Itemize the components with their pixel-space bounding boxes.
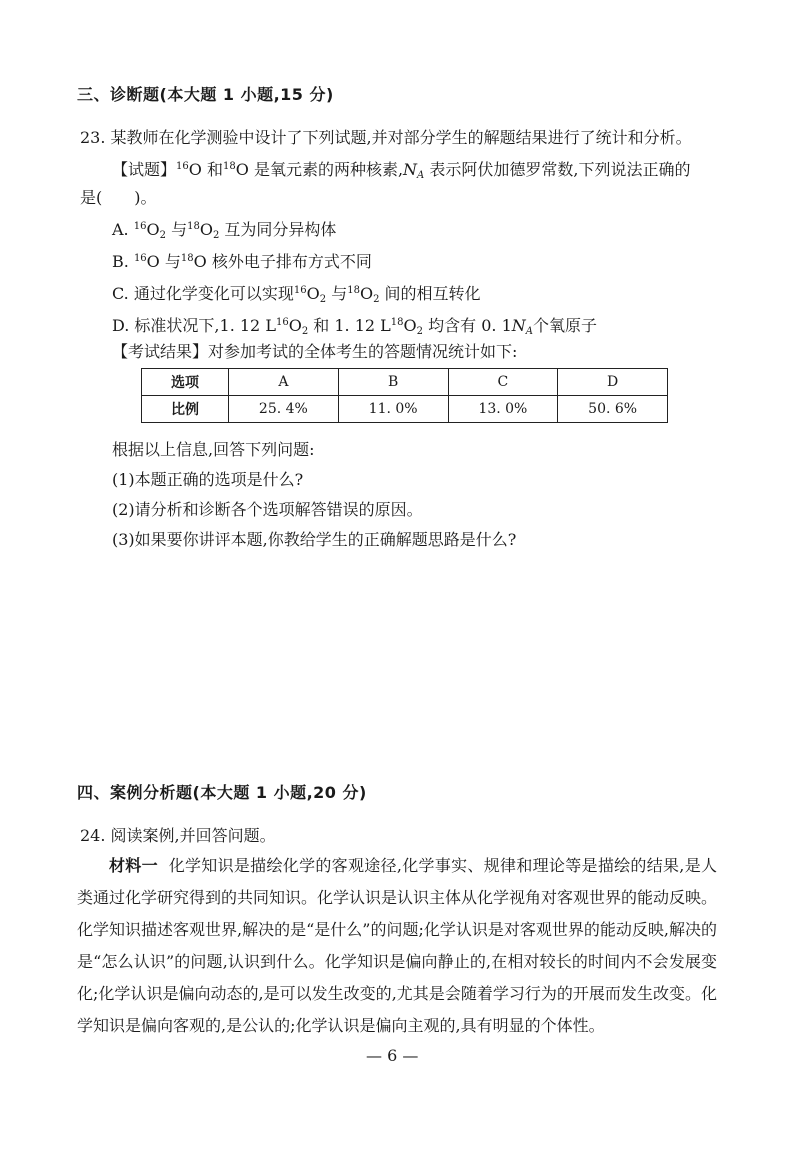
q23-trial-line: 【试题】$^{16}$O 和$^{18}$O 是氧元素的两种核素$,N_A$ 表示阿伏加德罗常数,下列说法正确的 bbox=[112, 160, 691, 181]
row-head-ratio: 比例 bbox=[142, 396, 229, 423]
option-d[interactable]: D. 标准状况下,1. 12 $L^{16}O_2$ 和 1. 12 $L^{18}O_2$ 均含有 0. $1N_A$个氧原子 bbox=[112, 316, 597, 337]
section-4-title: 四、案例分析题(本大题 1 小题,20 分) bbox=[77, 783, 367, 802]
option-c[interactable]: C. 通过化学变化可以实现$^{16}O_2$ 与$^{18}O_2$ 间的相互转化 bbox=[112, 284, 481, 305]
q23-stem: 23. 某教师在化学测验中设计了下列试题,并对部分学生的解题结果进行了统计和分析。 bbox=[80, 128, 692, 147]
answer-stats-table bbox=[141, 368, 668, 423]
table-cell: B bbox=[338, 369, 448, 396]
material-text: 化学知识是描绘化学的客观途径,化学事实、规律和理论等是描绘的结果,是人类通过化学研究得到的共同知识。化学认识是认识主体从化学视角对客观世界的能动反映。化学知识描述客观世界,解决的是“是什么”的问题;化学认识是对客观世界的能动反映,解决的是“怎么认识”的问题,认识到什么。化学知识是偏向静止的,在相对较长的时间内不会发展变化;化学认识是偏向动态的,是可以发生改变的,尤其是会随着学习行为的开展而发生改变。化学知识是偏向客观的,是公认的;化学认识是偏向主观的,具有明显的个体性。 bbox=[77, 856, 718, 1035]
q23-sub2: (2)请分析和诊断各个选项解答错误的原因。 bbox=[112, 500, 423, 519]
table-cell: C bbox=[448, 369, 558, 396]
table-cell: 50. 6% bbox=[558, 396, 668, 423]
option-a[interactable]: A. $^{16}O_2$ 与$^{18}O_2$ 互为同分异构体 bbox=[112, 220, 337, 241]
q24-material-one bbox=[77, 850, 717, 1042]
q23-result-label: 【考试结果】对参加考试的全体考生的答题情况统计如下: bbox=[112, 342, 518, 361]
table-row bbox=[142, 396, 668, 423]
q24-stem: 24. 阅读案例,并回答问题。 bbox=[80, 826, 276, 845]
material-label: 材料一 bbox=[109, 856, 158, 875]
q23-sub1: (1)本题正确的选项是什么? bbox=[112, 470, 304, 489]
page-number: — 6 — bbox=[366, 1046, 419, 1065]
section-3-title: 三、诊断题(本大题 1 小题,15 分) bbox=[77, 85, 334, 104]
row-head-option: 选项 bbox=[142, 369, 229, 396]
option-b[interactable]: B. $^{16}$O 与$^{18}$O 核外电子排布方式不同 bbox=[112, 252, 372, 271]
q23-sub3: (3)如果要你讲评本题,你教给学生的正确解题思路是什么? bbox=[112, 530, 517, 549]
q23-intro: 根据以上信息,回答下列问题: bbox=[112, 440, 315, 459]
table-row bbox=[142, 369, 668, 396]
q23-trial-tail: 是( )。 bbox=[80, 188, 157, 207]
table-cell: 13. 0% bbox=[448, 396, 558, 423]
table-cell: 25. 4% bbox=[229, 396, 339, 423]
trial-label: 【试题】 bbox=[112, 160, 177, 179]
table-cell: 11. 0% bbox=[338, 396, 448, 423]
table-cell: A bbox=[229, 369, 339, 396]
table-cell: D bbox=[558, 369, 668, 396]
